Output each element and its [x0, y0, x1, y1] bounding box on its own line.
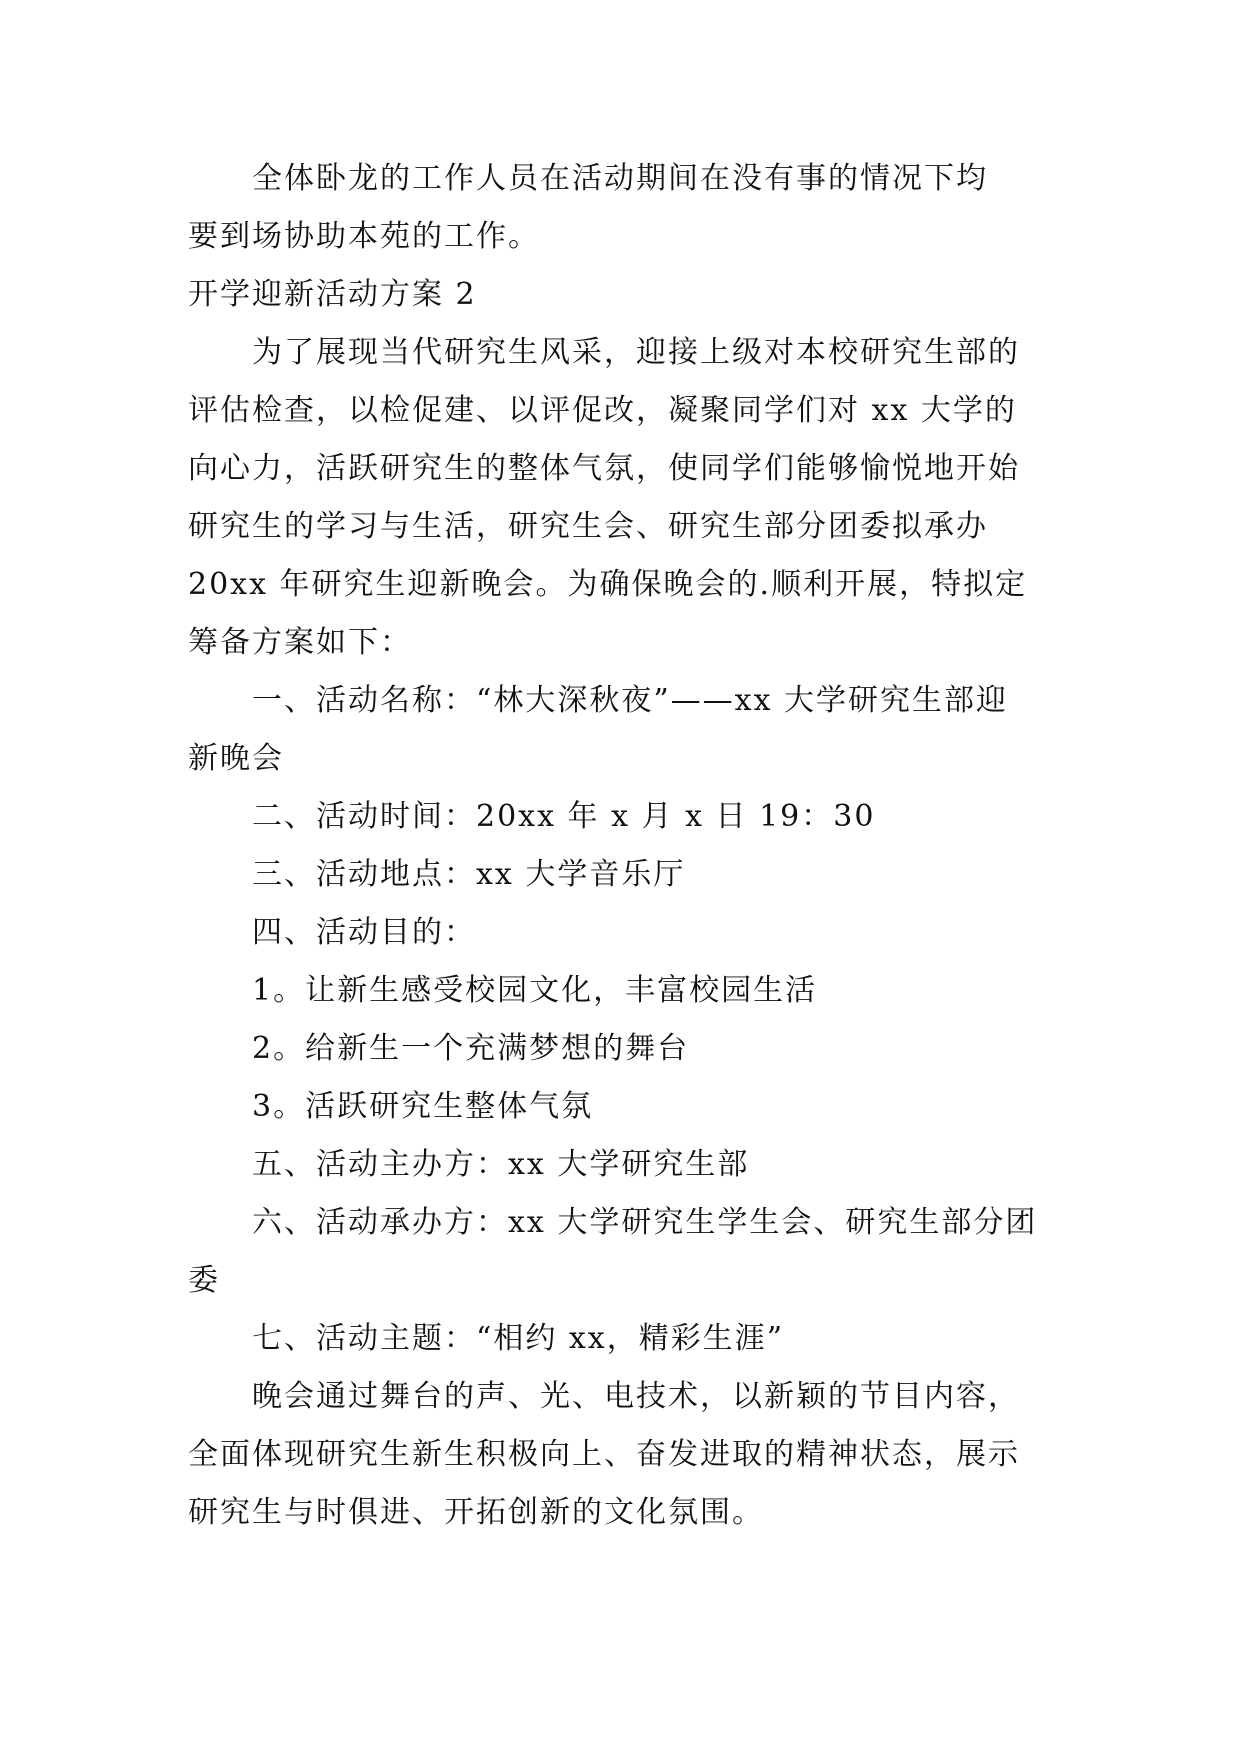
paragraph-line: 研究生的学习与生活，研究生会、研究生部分团委拟承办: [188, 509, 988, 544]
list-item: 1。让新生感受校园文化，丰富校园生活: [252, 973, 818, 1008]
list-item: 2。给新生一个充满梦想的舞台: [252, 1031, 690, 1066]
list-item: 六、活动承办方：xx 大学研究生学生会、研究生部分团: [252, 1205, 1038, 1240]
paragraph-line: 全面体现研究生新生积极向上、奋发进取的精神状态，展示: [188, 1437, 1020, 1472]
list-item: 二、活动时间：20xx 年 x 月 x 日 19：30: [252, 799, 876, 834]
list-item-continuation: 新晚会: [188, 741, 284, 776]
list-item: 四、活动目的：: [252, 915, 476, 950]
paragraph-line: 为了展现当代研究生风采，迎接上级对本校研究生部的: [252, 335, 1020, 370]
list-item: 3。活跃研究生整体气氛: [252, 1089, 594, 1124]
paragraph-line: 筹备方案如下：: [188, 625, 412, 660]
paragraph-line: 评估检查，以检促建、以评促改，凝聚同学们对 xx 大学的: [188, 393, 1017, 428]
paragraph-line: 研究生与时俱进、开拓创新的文化氛围。: [188, 1495, 764, 1530]
paragraph-line: 全体卧龙的工作人员在活动期间在没有事的情况下均: [252, 161, 988, 196]
list-item: 七、活动主题：“相约 xx，精彩生涯”: [252, 1321, 785, 1356]
paragraph-line: 向心力，活跃研究生的整体气氛，使同学们能够愉悦地开始: [188, 451, 1020, 486]
paragraph-line: 20xx 年研究生迎新晚会。为确保晚会的.顺利开展，特拟定: [188, 567, 1028, 602]
list-item: 三、活动地点：xx 大学音乐厅: [252, 857, 686, 892]
list-item: 五、活动主办方：xx 大学研究生部: [252, 1147, 750, 1182]
paragraph-line: 要到场协助本苑的工作。: [188, 219, 540, 254]
section-heading: 开学迎新活动方案 2: [188, 277, 477, 312]
list-item: 一、活动名称：“林大深秋夜”——xx 大学研究生部迎: [252, 683, 1009, 718]
list-item-continuation: 委: [188, 1263, 220, 1298]
paragraph-line: 晚会通过舞台的声、光、电技术，以新颖的节目内容，: [252, 1379, 1020, 1414]
